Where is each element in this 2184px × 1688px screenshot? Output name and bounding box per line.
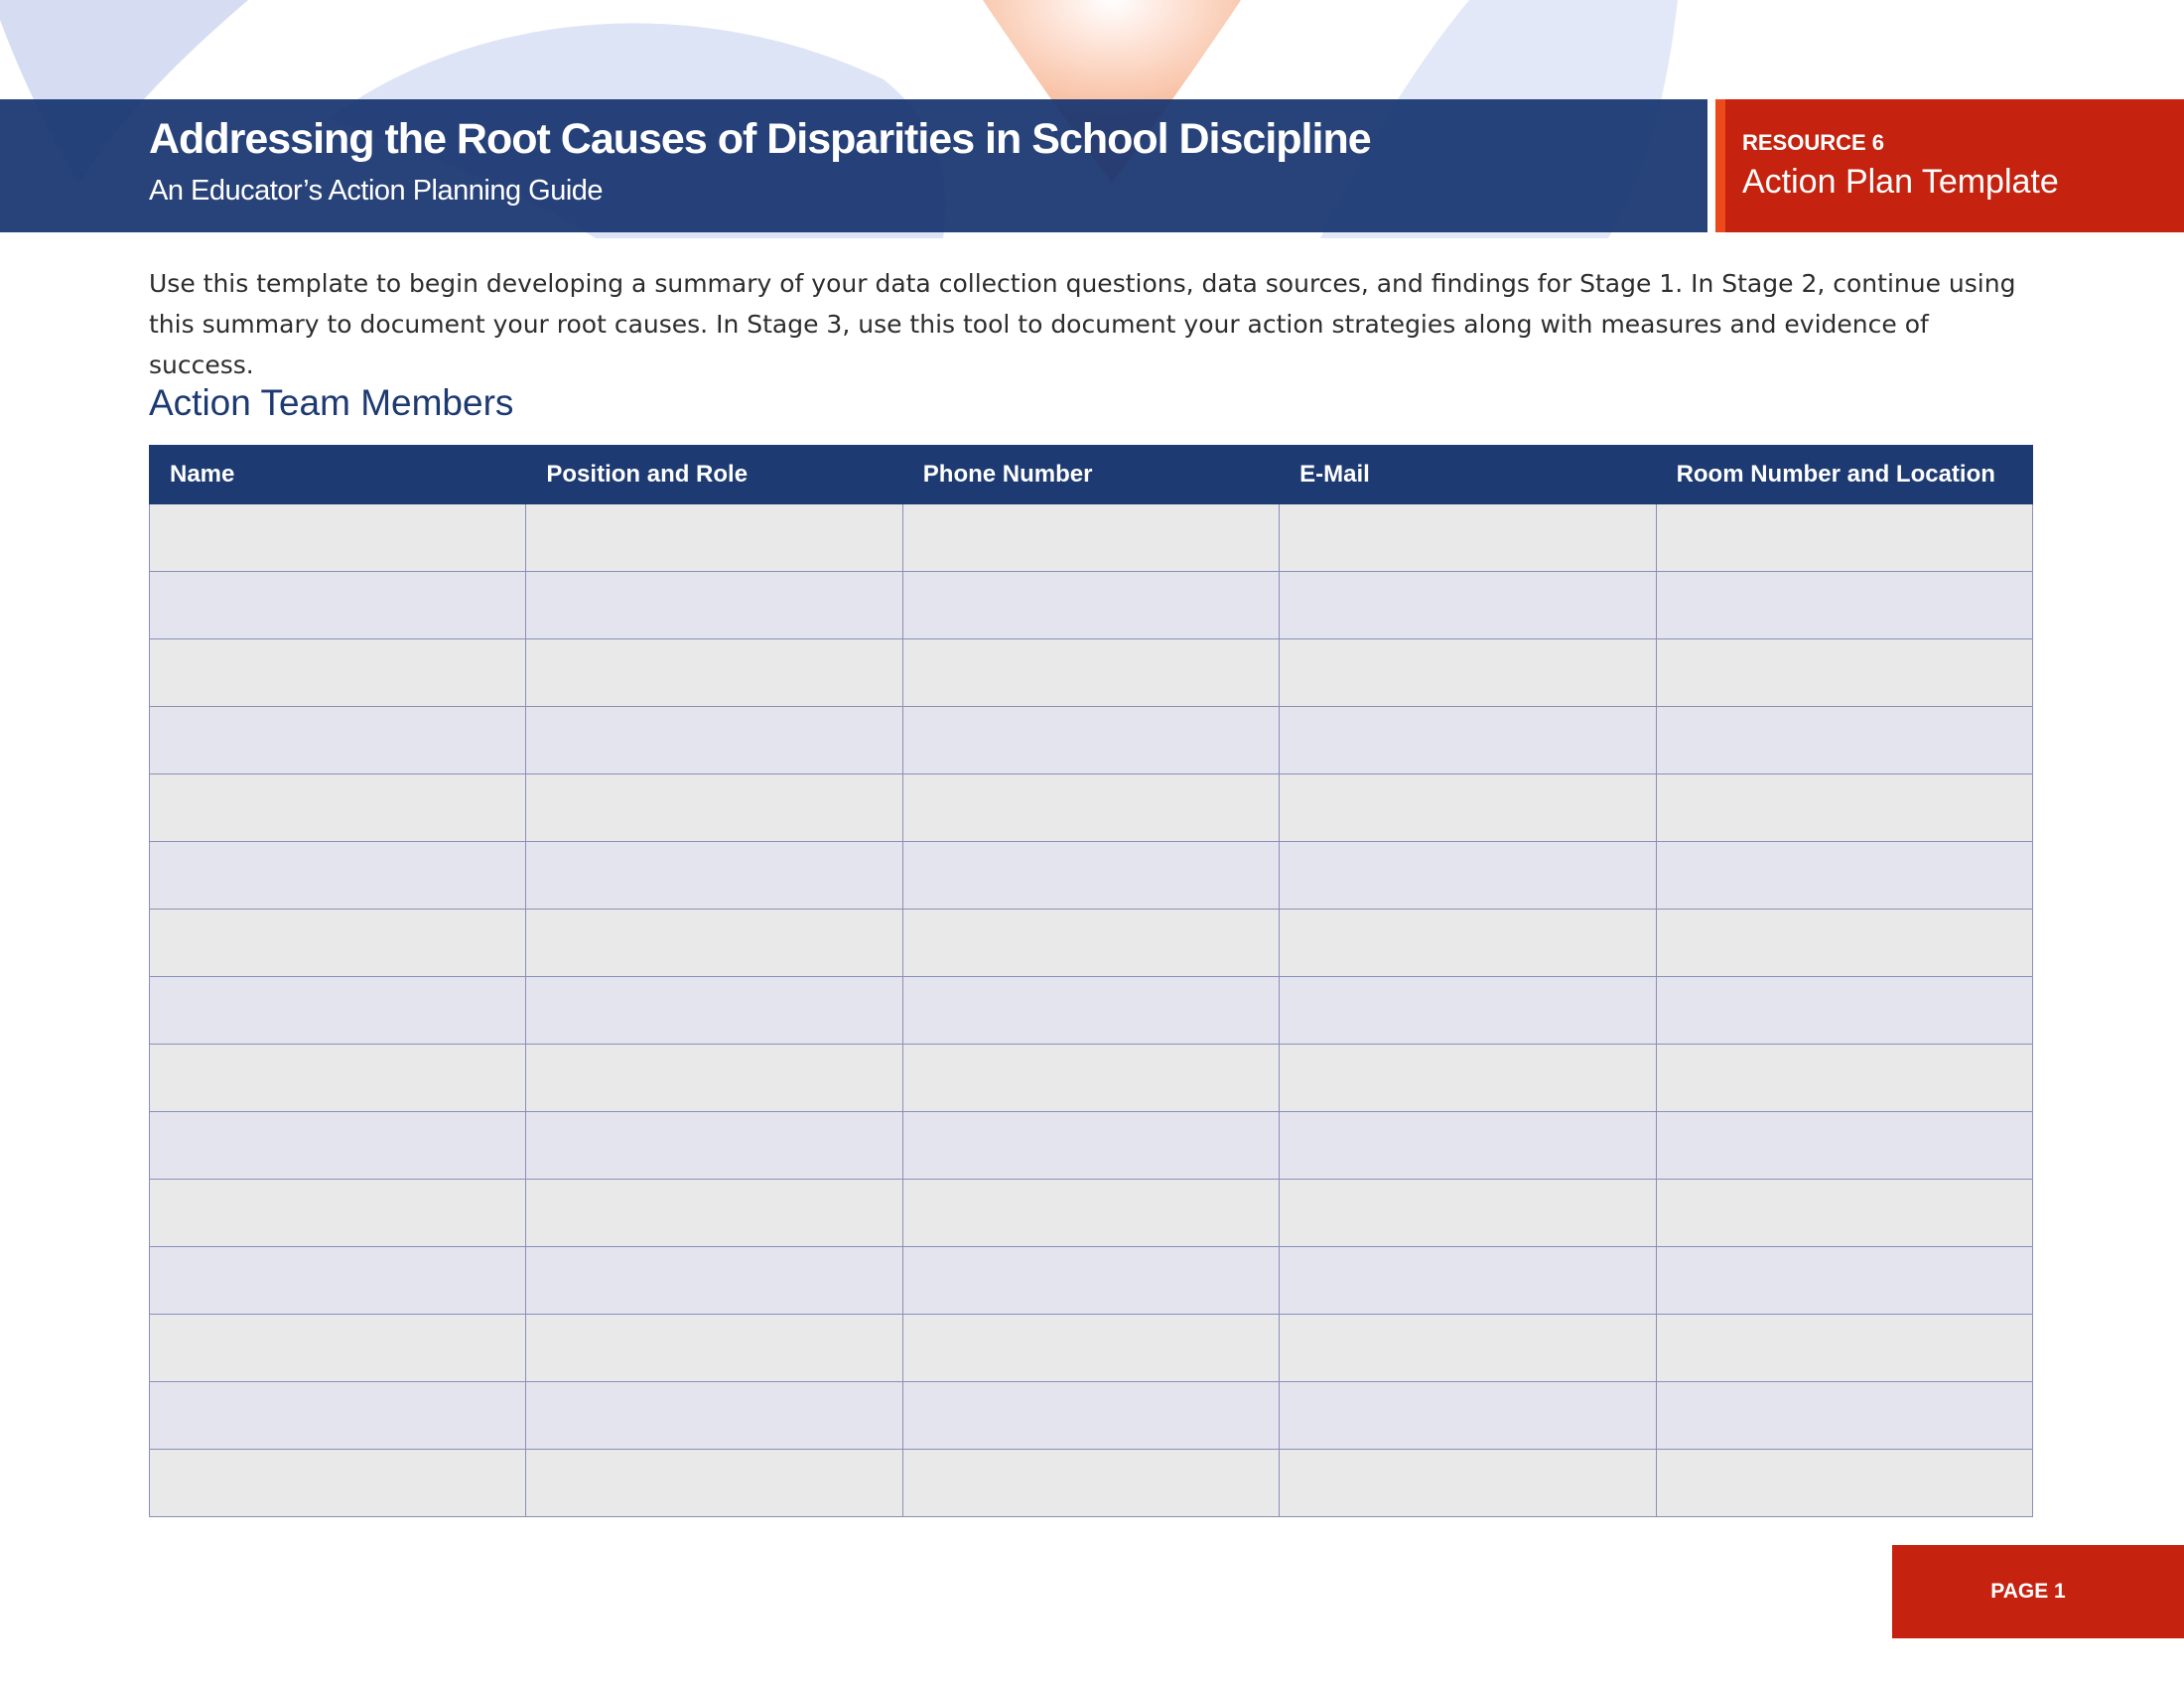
table-cell[interactable] (902, 1315, 1279, 1382)
table-cell[interactable] (902, 774, 1279, 842)
table-row (150, 1382, 2033, 1450)
document-subtitle: An Educator’s Action Planning Guide (149, 175, 604, 207)
table-cell[interactable] (526, 504, 902, 572)
table-cell[interactable] (1656, 1180, 2032, 1247)
table-cell[interactable] (1656, 1247, 2032, 1315)
table-cell[interactable] (1656, 1315, 2032, 1382)
table-cell[interactable] (1656, 504, 2032, 572)
table-cell[interactable] (902, 1247, 1279, 1315)
table-cell[interactable] (150, 504, 526, 572)
table-cell[interactable] (526, 1315, 902, 1382)
table-cell[interactable] (1280, 1180, 1656, 1247)
table-cell[interactable] (902, 1112, 1279, 1180)
table-cell[interactable] (1280, 910, 1656, 977)
table-cell[interactable] (1656, 1382, 2032, 1450)
table-cell[interactable] (526, 1045, 902, 1112)
table-cell[interactable] (902, 910, 1279, 977)
column-header-room: Room Number and Location (1656, 446, 2032, 504)
table-cell[interactable] (150, 1045, 526, 1112)
resource-number: RESOURCE 6 (1742, 130, 1885, 155)
table-row (150, 1045, 2033, 1112)
table-cell[interactable] (526, 1112, 902, 1180)
table-cell[interactable] (526, 1247, 902, 1315)
table-cell[interactable] (902, 1450, 1279, 1517)
table-cell[interactable] (1656, 572, 2032, 639)
table-cell[interactable] (1280, 1450, 1656, 1517)
table-cell[interactable] (150, 1247, 526, 1315)
column-header-name: Name (150, 446, 526, 504)
table-cell[interactable] (902, 572, 1279, 639)
table-cell[interactable] (1280, 707, 1656, 774)
table-cell[interactable] (526, 1450, 902, 1517)
table-cell[interactable] (150, 1315, 526, 1382)
table-cell[interactable] (526, 707, 902, 774)
table-header-row (150, 446, 2033, 504)
table-cell[interactable] (1656, 1450, 2032, 1517)
table-cell[interactable] (150, 1180, 526, 1247)
table-cell[interactable] (526, 910, 902, 977)
table-row (150, 1112, 2033, 1180)
column-header-phone: Phone Number (902, 446, 1279, 504)
table-cell[interactable] (902, 1045, 1279, 1112)
table-cell[interactable] (902, 707, 1279, 774)
table-cell[interactable] (902, 639, 1279, 707)
action-team-table (149, 445, 2033, 1517)
table-cell[interactable] (150, 977, 526, 1045)
table-cell[interactable] (1656, 639, 2032, 707)
table-cell[interactable] (526, 639, 902, 707)
table-row (150, 1180, 2033, 1247)
table-row (150, 504, 2033, 572)
table-cell[interactable] (1656, 707, 2032, 774)
table-cell[interactable] (902, 1382, 1279, 1450)
table-row (150, 707, 2033, 774)
table-cell[interactable] (1280, 1315, 1656, 1382)
intro-paragraph: Use this template to begin developing a summary of your data collection questions, data sources, and findings for Stage 1. In Stage 2, continue using this summary to document your root causes. In Stage 3, use this tool to document your action strategies along with measures and evidence of success. (149, 269, 2016, 379)
table-cell[interactable] (1656, 1045, 2032, 1112)
table-cell[interactable] (526, 977, 902, 1045)
table-cell[interactable] (150, 910, 526, 977)
table-cell[interactable] (150, 1382, 526, 1450)
table-cell[interactable] (1656, 977, 2032, 1045)
table-cell[interactable] (526, 1382, 902, 1450)
table-cell[interactable] (526, 1180, 902, 1247)
table-cell[interactable] (150, 1112, 526, 1180)
table-cell[interactable] (150, 707, 526, 774)
table-row (150, 910, 2033, 977)
table-cell[interactable] (526, 572, 902, 639)
table-row (150, 1450, 2033, 1517)
table-cell[interactable] (1280, 1382, 1656, 1450)
document-title: Addressing the Root Causes of Disparities in School Discipline (149, 115, 1371, 163)
table-cell[interactable] (1280, 1247, 1656, 1315)
table-cell[interactable] (902, 1180, 1279, 1247)
column-header-position: Position and Role (526, 446, 902, 504)
table-row (150, 977, 2033, 1045)
table-cell[interactable] (150, 639, 526, 707)
table-row (150, 842, 2033, 910)
table-row (150, 1315, 2033, 1382)
table-cell[interactable] (1280, 842, 1656, 910)
table-cell[interactable] (1656, 910, 2032, 977)
page-number: PAGE 1 (1990, 1580, 2066, 1603)
table-cell[interactable] (1656, 774, 2032, 842)
table-row (150, 774, 2033, 842)
table-cell[interactable] (1280, 1112, 1656, 1180)
table-cell[interactable] (526, 774, 902, 842)
table-cell[interactable] (150, 572, 526, 639)
table-body (150, 504, 2033, 1517)
table-cell[interactable] (526, 842, 902, 910)
table-cell[interactable] (1280, 572, 1656, 639)
table-cell[interactable] (1656, 842, 2032, 910)
table-cell[interactable] (1656, 1112, 2032, 1180)
section-heading: Action Team Members (149, 382, 514, 423)
page-number-tab (1892, 1545, 2184, 1638)
table-row (150, 639, 2033, 707)
table-cell[interactable] (150, 774, 526, 842)
table-cell[interactable] (902, 977, 1279, 1045)
table-row (150, 572, 2033, 639)
table-cell[interactable] (150, 1450, 526, 1517)
column-header-email: E-Mail (1280, 446, 1656, 504)
table-cell[interactable] (902, 842, 1279, 910)
table-cell[interactable] (902, 504, 1279, 572)
table-row (150, 1247, 2033, 1315)
table-cell[interactable] (1280, 1045, 1656, 1112)
table-cell[interactable] (1280, 639, 1656, 707)
table-cell[interactable] (150, 842, 526, 910)
table-cell[interactable] (1280, 977, 1656, 1045)
table-cell[interactable] (1280, 774, 1656, 842)
resource-title: Action Plan Template (1742, 163, 2059, 201)
table-cell[interactable] (1280, 504, 1656, 572)
